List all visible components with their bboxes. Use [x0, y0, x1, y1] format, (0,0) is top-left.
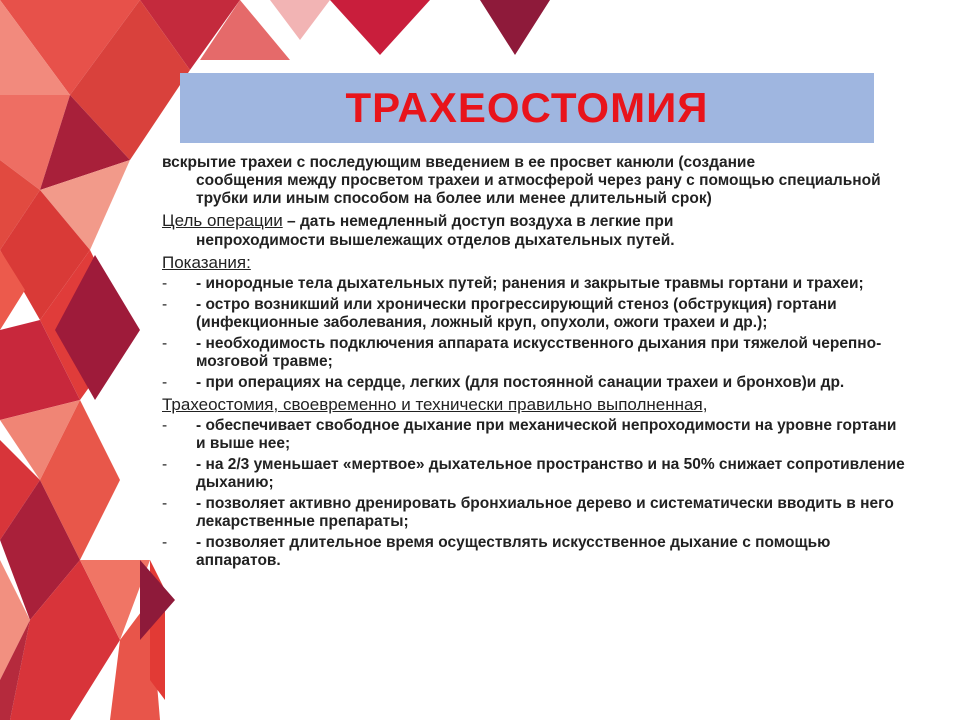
goal-section [162, 211, 907, 232]
list-item [162, 456, 907, 492]
list-item-text: - позволяет активно дренировать бронхиальное дерево и систематически вводить в него лекарственные препараты; [196, 495, 894, 530]
benefits-heading: Трахеостомия, своевременно и технически правильно выполненная, [162, 395, 708, 414]
list-item-text: - позволяет длительное время осуществлять искусственное дыхание с помощью аппаратов. [196, 534, 831, 569]
list-item-text: - инородные тела дыхательных путей; ранения и закрытые травмы гортани и трахеи; [196, 275, 864, 292]
bullet-dash: - [162, 534, 168, 551]
bg-shape [480, 0, 550, 55]
indications-heading: Показания: [162, 253, 251, 272]
bullet-dash: - [162, 456, 168, 473]
definition-first-line: вскрытие трахеи с последующим введением в ее просвет канюли (создание [162, 154, 756, 171]
list-item [162, 374, 907, 392]
definition-paragraph [162, 154, 907, 208]
goal-continuation: непроходимости вышележащих отделов дыхательных путей. [196, 232, 675, 249]
list-item [162, 275, 907, 293]
list-item-text: - на 2/3 уменьшает «мертвое» дыхательное пространство и на 50% снижает сопротивление дыханию; [196, 456, 905, 491]
list-item-text: - остро возникший или хронически прогрессирующий стеноз (обструкция) гортани (инфекционные заболевания, ложный круп, опухоли, ожоги трахеи и др.); [196, 296, 837, 331]
list-item-text: - обеспечивает свободное дыхание при механической непроходимости на уровне гортани и выше нее; [196, 417, 897, 452]
list-item-text: - необходимость подключения аппарата искусственного дыхания при тяжелой черепно-мозговой травме; [196, 335, 882, 370]
list-item [162, 495, 907, 531]
list-item [162, 335, 907, 371]
list-item-text: - при операциях на сердце, легких (для постоянной санации трахеи и бронхов)и др. [196, 374, 845, 391]
bullet-dash: - [162, 417, 168, 434]
list-item [162, 534, 907, 570]
definition-continuation: сообщения между просветом трахеи и атмосферой через рану с помощью специальной трубки или иным способом на более или менее длительный срок) [196, 172, 881, 207]
bullet-dash: - [162, 374, 168, 391]
list-item [162, 296, 907, 332]
bg-shape [270, 0, 330, 40]
bullet-dash: - [162, 275, 168, 292]
bullet-dash: - [162, 335, 168, 352]
bullet-dash: - [162, 495, 168, 512]
bg-shape [330, 0, 430, 55]
benefits-list [162, 417, 907, 570]
title-banner [180, 73, 874, 143]
list-item [162, 417, 907, 453]
goal-text: – дать немедленный доступ воздуха в легкие при [282, 213, 674, 230]
bullet-dash: - [162, 296, 168, 313]
slide-content [162, 154, 907, 573]
goal-label: Цель операции [162, 211, 283, 230]
slide-title: ТРАХЕОСТОМИЯ [345, 84, 709, 131]
indications-list [162, 275, 907, 392]
